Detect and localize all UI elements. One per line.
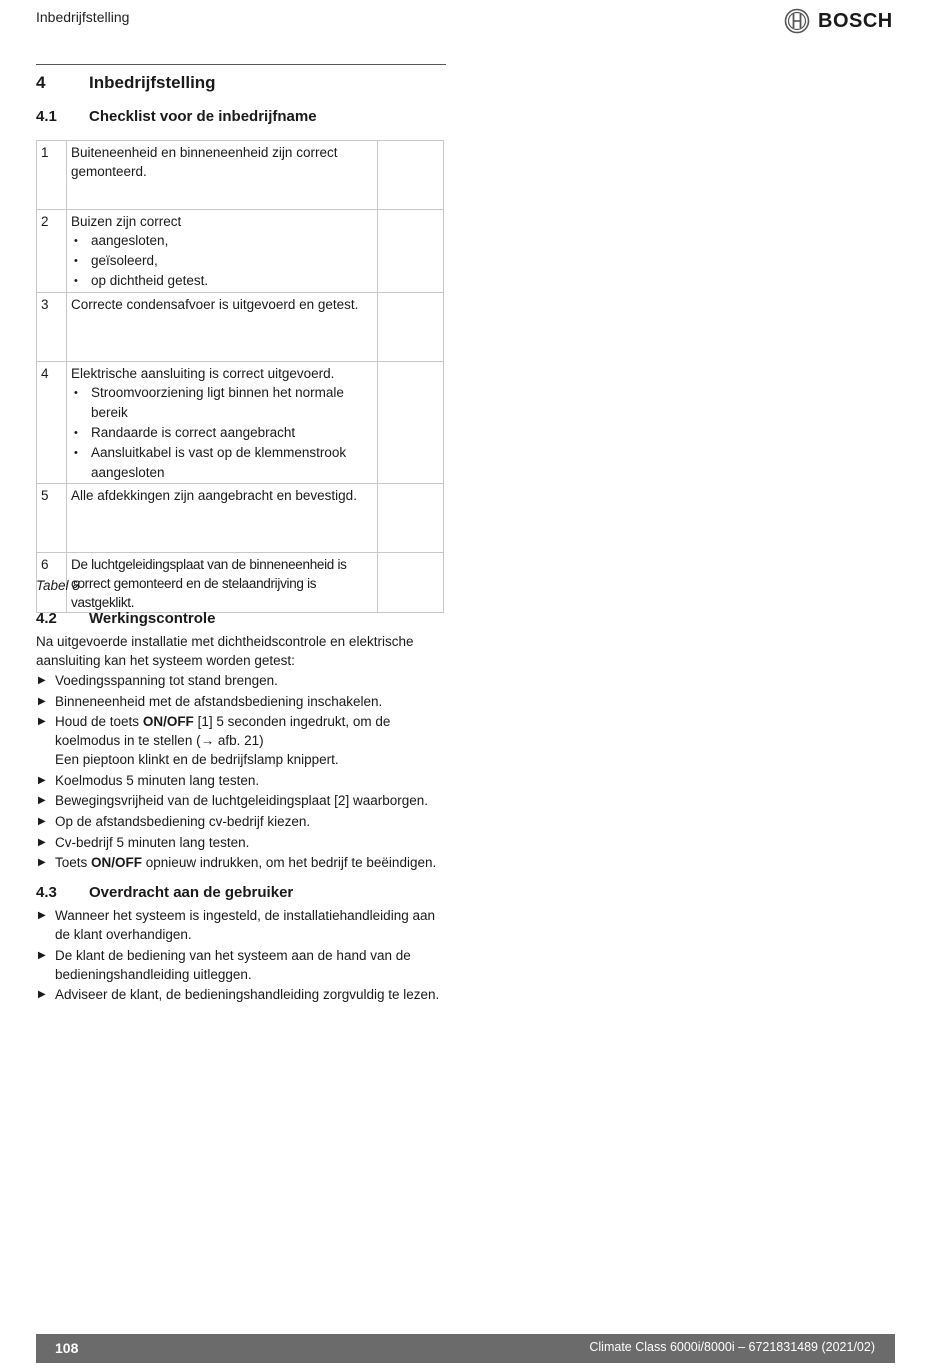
page-number: 108: [55, 1340, 79, 1356]
table-row: [37, 362, 444, 484]
button-name: ON/OFF: [142, 714, 194, 730]
table-row: [37, 210, 444, 293]
handover-steps: [36, 906, 448, 1006]
list-item: • Aansluitkabel is vast op de klemmenstrook aangesloten: [71, 443, 374, 483]
handover-heading: [36, 884, 293, 901]
step-item: ▶ Adviseer de klant, de bedieningshandleiding zorgvuldig te lezen.: [36, 985, 448, 1004]
row-number: 6: [37, 553, 67, 613]
document-reference: Climate Class 6000i/8000i – 6721831489 (2021/02): [589, 1340, 875, 1354]
function-check-heading: [36, 610, 215, 627]
check-box-cell[interactable]: [378, 362, 444, 484]
row-number: 1: [37, 141, 67, 210]
header-rule: [36, 64, 446, 65]
check-box-cell[interactable]: [378, 553, 444, 613]
check-box-cell[interactable]: [378, 141, 444, 210]
row-number: 5: [37, 484, 67, 553]
row-text: Alle afdekkingen zijn aangebracht en bevestigd.: [67, 484, 378, 553]
handover-title: Overdracht aan de gebruiker: [89, 884, 294, 901]
step-item: ▶ Op de afstandsbediening cv-bedrijf kiezen.: [36, 812, 448, 831]
step-item: ▶ Koelmodus 5 minuten lang testen.: [36, 771, 448, 790]
list-item: • op dichtheid getest.: [71, 271, 374, 291]
function-check-intro: Na uitgevoerde installatie met dichtheidscontrole en elektrische aansluiting kan het systeem worden getest:: [36, 634, 414, 668]
section-heading: [36, 73, 216, 93]
function-check-steps: [36, 671, 448, 874]
row-number: 3: [37, 293, 67, 362]
checklist-title: Checklist voor de inbedrijfname: [89, 108, 317, 125]
bullet-list: [71, 231, 374, 291]
step-result: Een pieptoon klinkt en de bedrijfslamp knippert.: [55, 752, 339, 768]
bosch-logo: [784, 8, 893, 34]
section-number: 4: [36, 73, 46, 92]
section-title: Inbedrijfstelling: [89, 73, 216, 92]
function-check-number: 4.2: [36, 610, 57, 627]
bosch-armature-icon: [784, 8, 810, 34]
bullet-list: [71, 383, 374, 483]
checklist-table: [36, 140, 444, 613]
list-item: • aangesloten,: [71, 231, 374, 251]
checklist-heading: [36, 108, 317, 125]
check-box-cell[interactable]: [378, 293, 444, 362]
handover-number: 4.3: [36, 884, 57, 901]
row-text: Buiteneenheid en binneneenheid zijn correct gemonteerd.: [67, 141, 378, 210]
step-item: ▶ Wanneer het systeem is ingesteld, de installatiehandleiding aan de klant overhandigen.: [36, 906, 448, 944]
list-item: • Stroomvoorziening ligt binnen het normale bereik: [71, 383, 374, 423]
list-item: • Randaarde is correct aangebracht: [71, 423, 374, 443]
step-item: ▶ Toets ON/OFF opnieuw indrukken, om het bedrijf te beëindigen.: [36, 853, 448, 872]
function-check-title: Werkingscontrole: [89, 610, 216, 627]
button-name: ON/OFF: [91, 855, 143, 871]
step-item: ▶ Bewegingsvrijheid van de luchtgeleidingsplaat [2] waarborgen.: [36, 791, 448, 810]
table-caption: Tabel 8: [36, 578, 80, 593]
row-number: 2: [37, 210, 67, 293]
checklist-number: 4.1: [36, 108, 57, 125]
page-footer: [36, 1334, 895, 1363]
list-item: • geïsoleerd,: [71, 251, 374, 271]
row-text: Correcte condensafvoer is uitgevoerd en getest.: [67, 293, 378, 362]
table-row: [37, 293, 444, 362]
table-row: [37, 553, 444, 613]
step-item: ▶ De klant de bediening van het systeem aan de hand van de bedieningshandleiding uitleggen.: [36, 946, 448, 984]
step-item: ▶ Houd de toets ON/OFF [1] 5 seconden ingedrukt, om de koelmodus in te stellen (→ afb. 21) Een pieptoon klinkt en de bedrijfslamp knippert.: [36, 712, 448, 769]
check-box-cell[interactable]: [378, 484, 444, 553]
step-item: ▶ Voedingsspanning tot stand brengen.: [36, 671, 448, 690]
table-row: [37, 141, 444, 210]
table-row: [37, 484, 444, 553]
check-box-cell[interactable]: [378, 210, 444, 293]
row-text: Elektrische aansluiting is correct uitgevoerd. • Stroomvoorziening ligt binnen het normale bereik • Randaarde is correct aangebracht • Aansluitkabel is vast op de klemmenstrook aangesloten: [67, 362, 378, 484]
running-header-title: Inbedrijfstelling: [36, 9, 130, 25]
step-item: ▶ Cv-bedrijf 5 minuten lang testen.: [36, 833, 448, 852]
row-number: 4: [37, 362, 67, 484]
step-item: ▶ Binneneenheid met de afstandsbediening inschakelen.: [36, 692, 448, 711]
logo-wordmark: BOSCH: [818, 9, 893, 32]
row-text: Buizen zijn correct • aangesloten, • geïsoleerd, • op dichtheid getest.: [67, 210, 378, 293]
row-text: De luchtgeleidingsplaat van de binneneenheid is correct gemonteerd en de stelaandrijving is vastgeklikt.: [67, 553, 378, 613]
